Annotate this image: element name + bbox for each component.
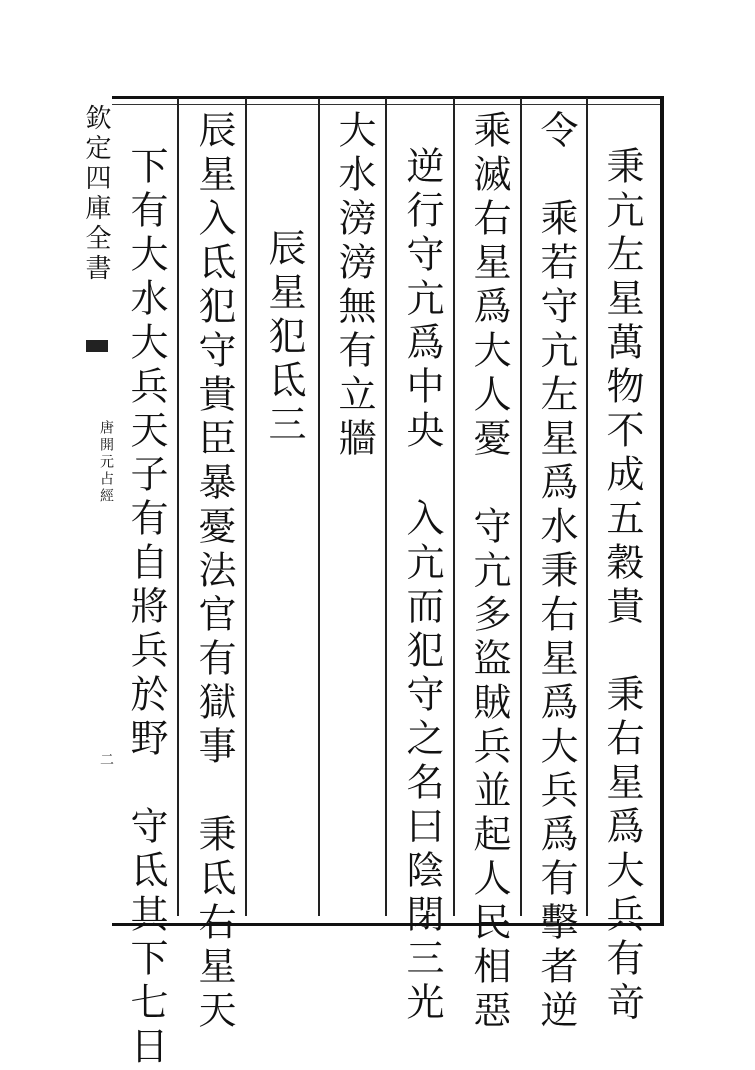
text-column-4: 逆行守亢爲中央 入亢而犯守之名曰陰閉三光: [400, 146, 444, 1026]
margin-tab-mark: [86, 340, 108, 352]
text-column-7: 辰星入氐犯守貴臣暴憂法官有獄事 秉氐右星天: [192, 110, 236, 1034]
text-column-8: 下有大水大兵天子有自將兵於野 守氐其下七日: [124, 146, 168, 1070]
column-rule: [245, 98, 247, 916]
text-column-6: 辰星犯氐三: [262, 228, 306, 448]
text-column-3: 乘滅右星爲大人憂 守亢多盜賊兵並起人民相惡: [467, 110, 511, 1034]
margin-title: 欽定四庫全書: [81, 104, 111, 284]
margin-folio: 二: [98, 752, 114, 766]
column-rule: [453, 98, 455, 916]
column-rule: [520, 98, 522, 916]
text-column-2: 令 乘若守亢左星爲水秉右星爲大兵爲有擊者逆: [534, 110, 578, 1034]
column-rule: [318, 98, 320, 916]
text-column-5: 大水滂滂無有立牆: [332, 110, 376, 462]
column-rule: [586, 98, 588, 916]
column-rule: [177, 98, 179, 916]
column-rule: [385, 98, 387, 916]
margin-subtitle: 唐開元占經: [98, 420, 114, 505]
text-column-1: 秉亢左星萬物不成五穀貴 秉右星爲大兵有竒: [600, 146, 644, 1026]
